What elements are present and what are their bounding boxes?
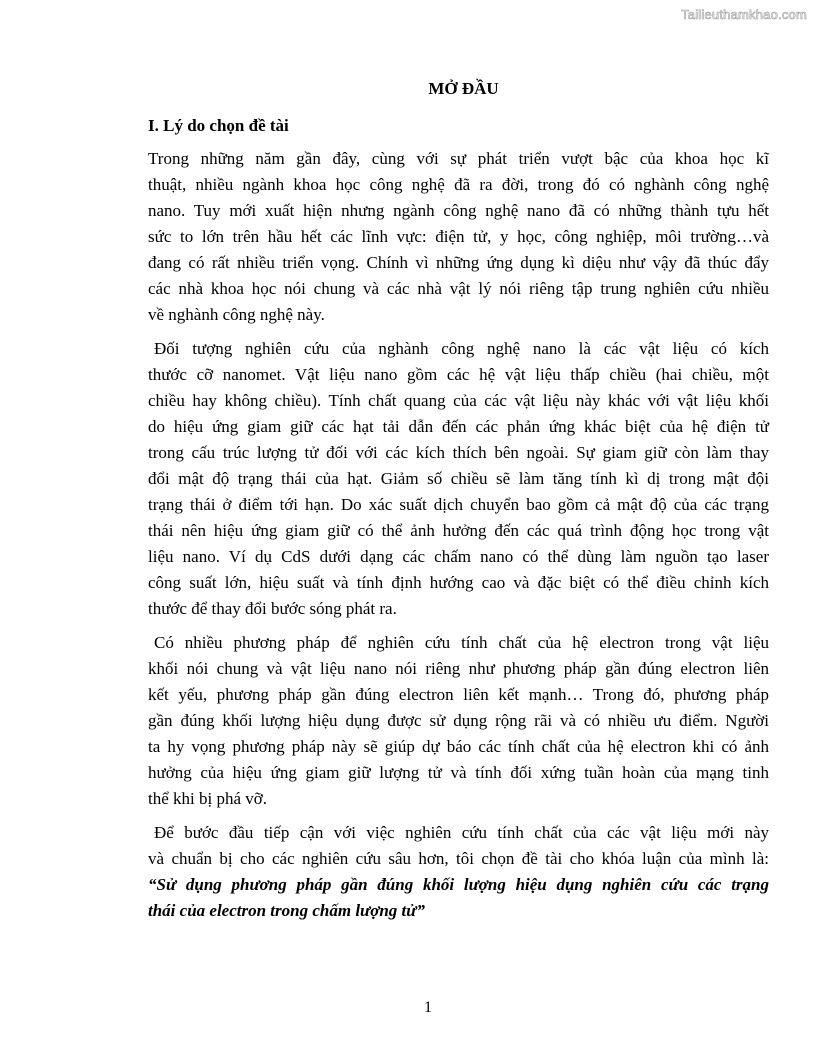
document-page [148, 77, 769, 932]
paragraph-line: sức to lớn trên hầu hết các lĩnh vực: điện tử, y học, công nghiệp, môi trường…và [148, 227, 769, 246]
thesis-title-line: thái của electron trong chấm lượng tử” [148, 901, 425, 920]
paragraph-line: công suất lớn, hiệu suất và tính định hướng cao và đặc biệt có thể điều chỉnh kích [148, 573, 769, 592]
paragraph-1 [148, 146, 769, 328]
thesis-title-line: “Sử dụng phương pháp gần đúng khối lượng hiệu dụng nghiên cứu các trạng [148, 875, 769, 894]
page-title: MỞ ĐẦU [428, 79, 499, 98]
paragraph-line: gần đúng khối lượng hiệu dụng được sử dụng rộng rãi và có nhiều ưu điểm. Người [148, 711, 769, 730]
paragraph-line: kết yếu, phương pháp gần đúng electron liên kết mạnh… Trong đó, phương pháp [148, 685, 769, 704]
paragraph-line: thước để thay đổi bước sóng phát ra. [148, 599, 397, 618]
paragraph-line: trạng thái ở điểm tới hạn. Do xác suất dịch chuyển bao gồm cả mật độ của các trạng [148, 495, 769, 514]
page-number: 1 [424, 999, 432, 1016]
paragraph-line: Để bước đầu tiếp cận với việc nghiên cứu tính chất của các vật liệu mới này [154, 823, 769, 842]
paragraph-line: Có nhiều phương pháp để nghiên cứu tính chất của hệ electron trong vật liệu [154, 633, 769, 652]
section-heading: I. Lý do chọn đề tài [148, 116, 289, 135]
paragraph-line: trong cấu trúc lượng tử đối với các kích thích bên ngoài. Sự giam giữ còn làm thay [148, 443, 769, 462]
paragraph-line: do hiệu ứng giam giữ các hạt tải dẫn đến các phản ứng khác biệt của hệ điện tử [148, 417, 769, 436]
paragraph-line: hưởng của hiệu ứng giam giữ lượng tử và tính đối xứng tuần hoàn của mạng tinh [148, 763, 769, 782]
paragraph-line: thuật, nhiều ngành khoa học công nghệ đã ra đời, trong đó có nghành công nghệ [148, 175, 769, 194]
paragraph-3 [148, 630, 769, 812]
paragraph-line: và chuẩn bị cho các nghiên cứu sâu hơn, tôi chọn đề tài cho khóa luận của mình là: [148, 849, 769, 868]
watermark: Tailieuthamkhao.com [681, 7, 807, 22]
paragraph-line: khối nói chung và vật liệu nano nói riêng như phương pháp gần đúng electron liên [148, 659, 769, 678]
paragraph-line: thái nên hiệu ứng giam giữ có thể ảnh hưởng đến các quá trình động học trong vật [148, 521, 769, 540]
paragraph-line: liệu nano. Ví dụ CdS dưới dạng các chấm nano có thể dùng làm nguồn tạo laser [148, 547, 769, 566]
paragraph-line: nano. Tuy mới xuất hiện nhưng ngành công nghệ nano đã có những thành tựu hết [148, 201, 769, 220]
paragraph-line: Đối tượng nghiên cứu của nghành công nghệ nano là các vật liệu có kích [154, 339, 769, 358]
paragraph-line: đang có rất nhiều triển vọng. Chính vì những ứng dụng kì diệu như vậy đã thúc đẩy [148, 253, 769, 272]
paragraph-line: Trong những năm gần đây, cùng với sự phát triển vượt bậc của khoa học kĩ [148, 149, 769, 168]
paragraph-line: chiều hay không chiều). Tính chất quang của các vật liệu này khác với vật liệu khối [148, 391, 769, 410]
paragraph-line: thước cỡ nanomet. Vật liệu nano gồm các hệ vật liệu thấp chiều (hai chiều, một [148, 365, 769, 384]
paragraph-line: ta hy vọng phương pháp này sẽ giúp dự báo các tính chất của hệ electron khi có ảnh [148, 737, 769, 756]
paragraph-line: các nhà khoa học nói chung và các nhà vật lý nói riêng tập trung nghiên cứu nhiều [148, 279, 769, 298]
paragraph-line: thể khi bị phá vỡ. [148, 789, 267, 808]
paragraph-line: đổi mật độ trạng thái của hạt. Giảm số chiều sẽ làm tăng tính kì dị trong mật đội [148, 469, 769, 488]
paragraph-2 [148, 336, 769, 622]
paragraph-4 [148, 820, 769, 924]
paragraph-line: về nghành công nghệ này. [148, 305, 325, 324]
